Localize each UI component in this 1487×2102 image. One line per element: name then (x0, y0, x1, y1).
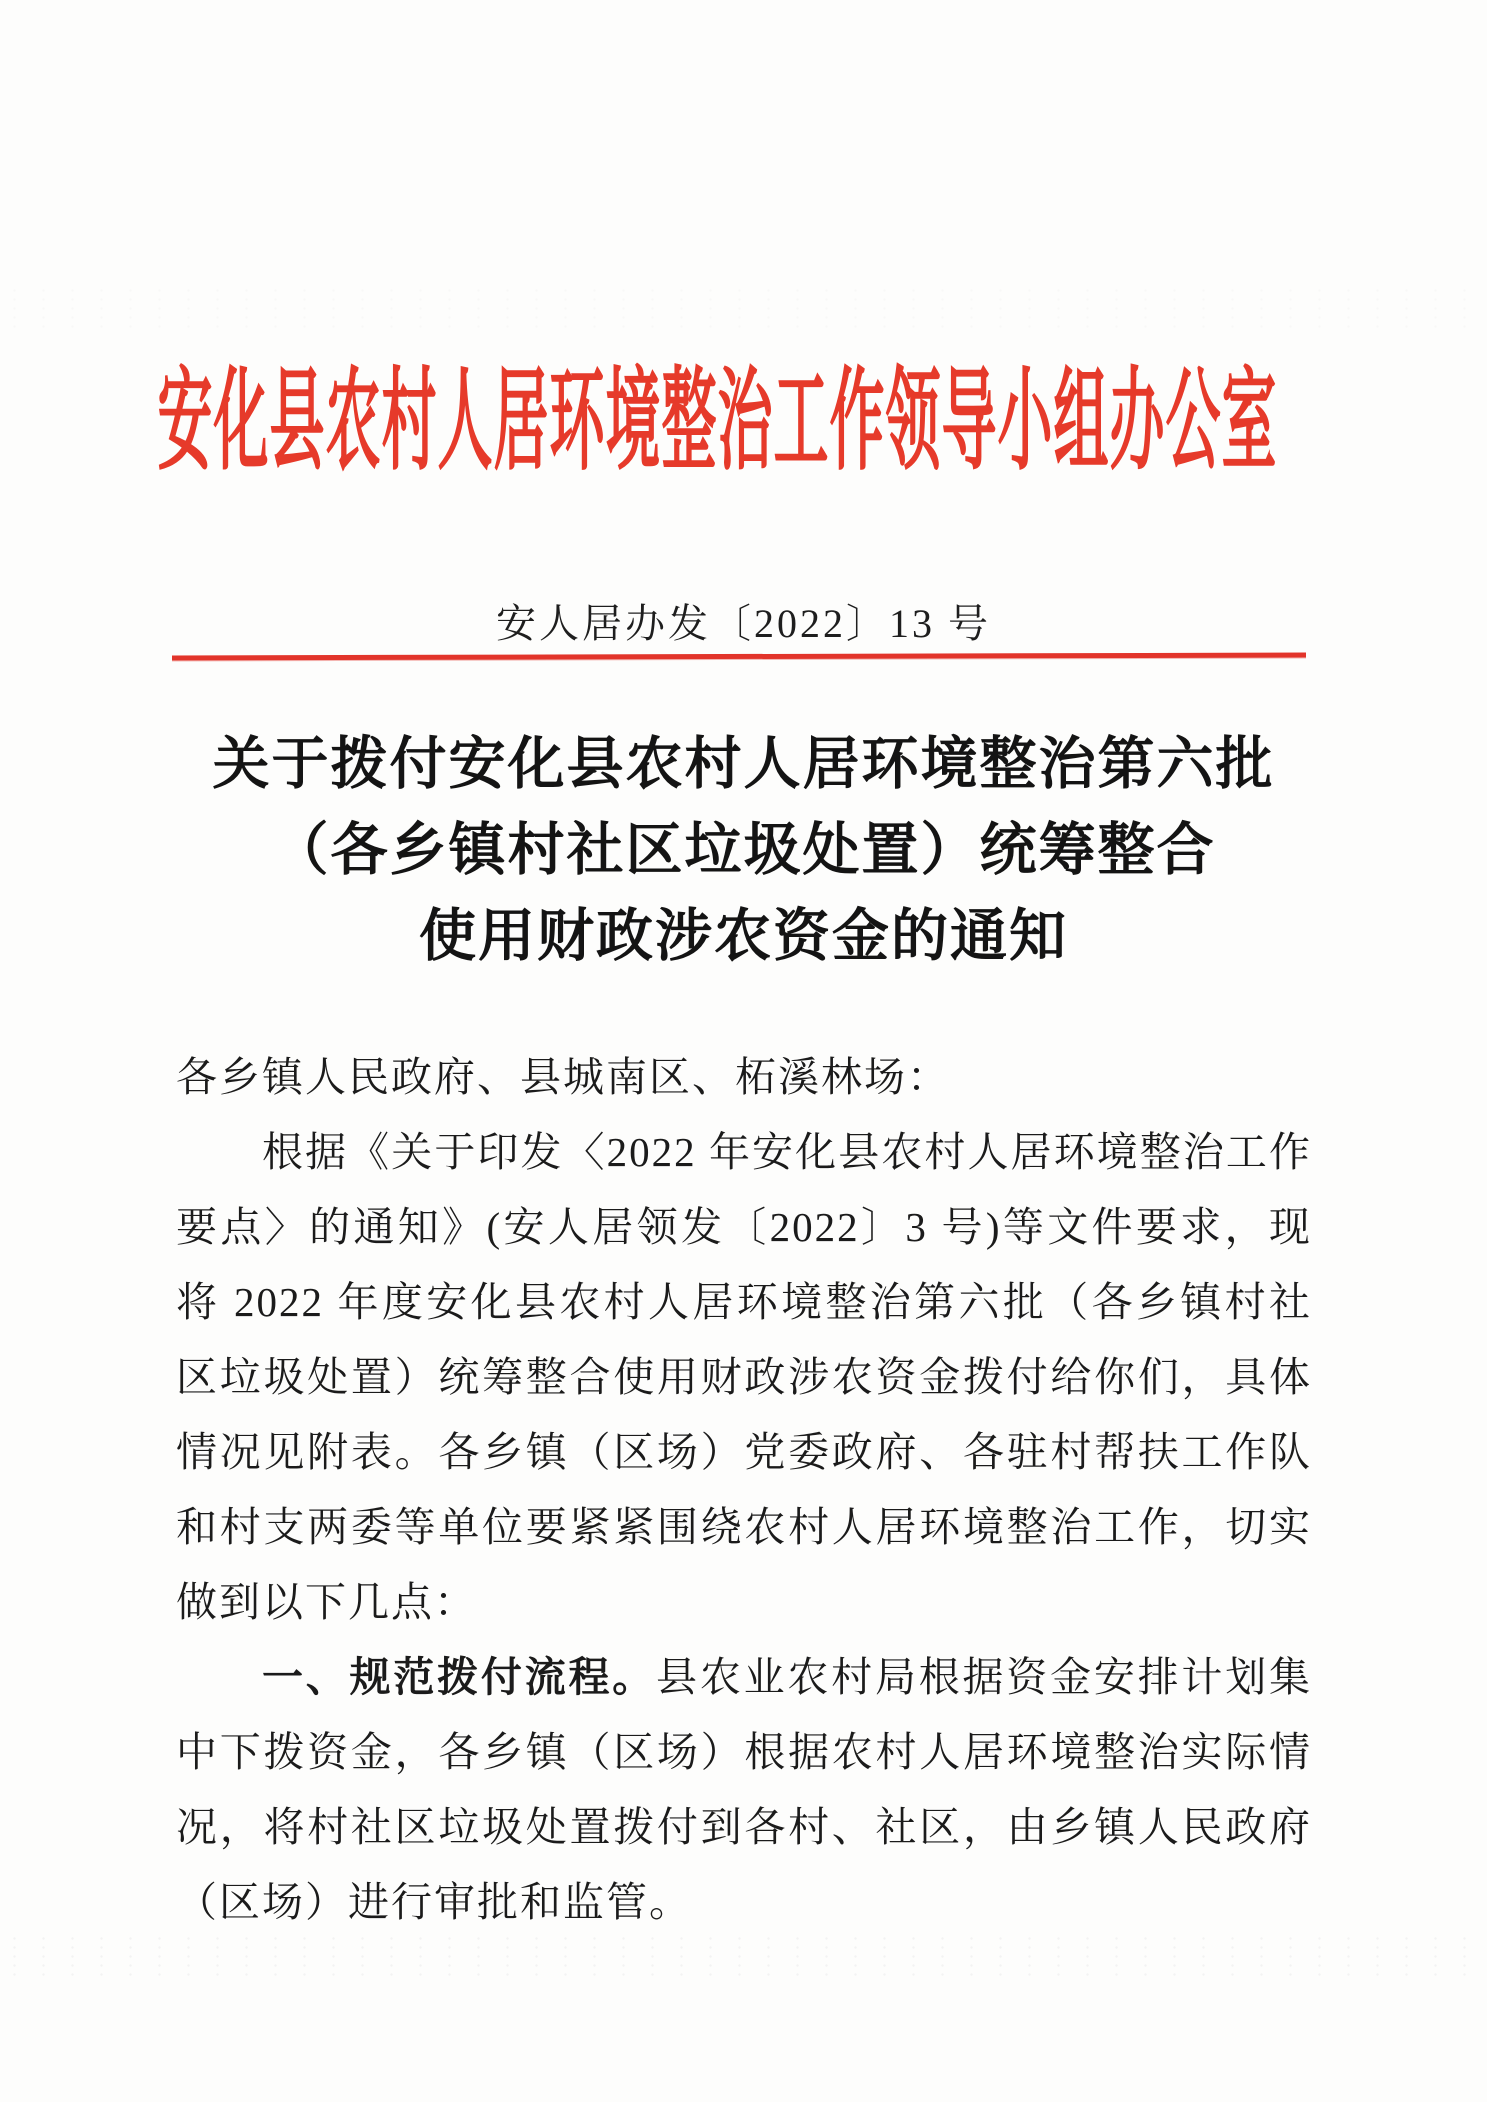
paragraph-2 (176, 1640, 1312, 1940)
salutation: 各乡镇人民政府、县城南区、柘溪林场： (176, 1054, 950, 1100)
title-line-1: 关于拨付安化县农村人居环境整治第六批 (212, 733, 1275, 796)
paragraph-2-lead: 一、规范拨付流程。 (262, 1654, 657, 1700)
title-line-2: （各乡镇村社区垃圾处置）统筹整合 (271, 819, 1216, 882)
scan-noise-band-top (0, 286, 1487, 332)
org-letterhead: 安化县农村人居环境整治工作领导小组办公室 (157, 359, 1278, 484)
scan-noise-band-bottom (0, 1934, 1487, 1980)
document-title (0, 722, 1487, 980)
title-line-3: 使用财政涉农资金的通知 (419, 905, 1068, 968)
paragraph-1 (176, 1115, 1312, 1640)
paragraph-2-text: 县农业农村局根据资金安排计划集中下拨资金，各乡镇（区场）根据农村人居环境整治实际情况，将村社区垃圾处置拨付到各村、社区，由乡镇人民政府（区场）进行审批和监管。 (176, 1654, 1313, 1925)
doc-number: 安人居办发〔2022〕13 号 (496, 601, 991, 646)
paragraph-1-text: 根据《关于印发〈2022 年安化县农村人居环境整治工作要点〉的通知》(安人居领发〔2022〕3 号)等文件要求，现将 2022 年度安化县农村人居环境整治第六批（各乡镇村社区垃圾处置）统筹整合使用财政涉农资金拨付给你们，具体情况见附表。各乡镇（区场）党委政府、各驻村帮扶工作队和村支两委等单位要紧紧围绕农村人居环境整治工作，切实做到以下几点： (176, 1129, 1312, 1625)
document-body (176, 1040, 1312, 1940)
red-separator-rule (172, 653, 1306, 661)
